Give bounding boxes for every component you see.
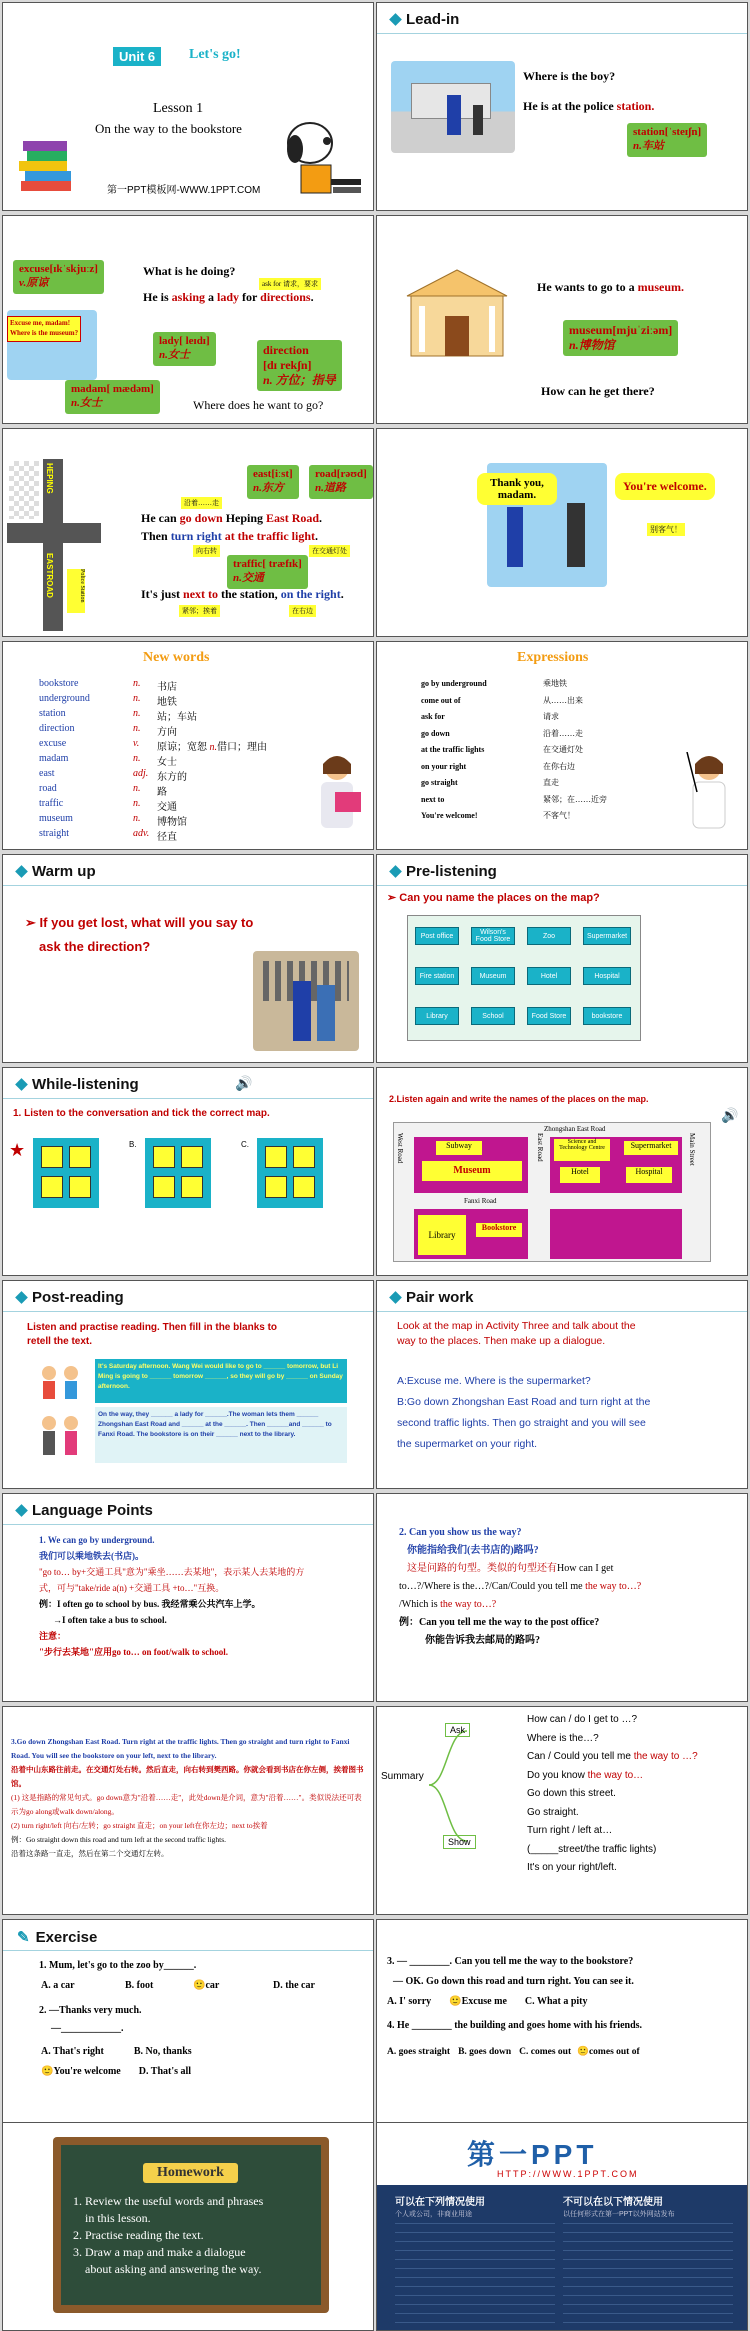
slide-heading: ✎ Exercise [17, 1928, 98, 1946]
diamond-icon [15, 1291, 28, 1304]
place-cell: Supermarket [583, 927, 631, 945]
ask-for-tag: ask for 请求，要求 [259, 278, 321, 290]
word-list-en: bookstore underground station direction excuse madam east road traffic museum straight [39, 678, 90, 839]
route-map: HEPING EASTROAD Police Station [7, 459, 101, 631]
place-cell: Library [415, 1007, 459, 1025]
slide-exercise: ✎ Exercise 1. Mum, let's go to the zoo by______. A. a car B. foot 🙂car D. the car 2. —Thanks very much. —____________. A. That's right B. No, thanks 🙂You're welcome D. That's all [2, 1919, 374, 2128]
line-text: He wants to go to a museum. [537, 280, 685, 294]
answer-text: He is at the police station. [523, 99, 655, 113]
lesson-subtitle: On the way to the bookstore [95, 121, 242, 136]
tag-turn-right: 向右转 [193, 545, 220, 557]
unit-label: Unit 6 [113, 47, 161, 66]
pair-work-instruction: Look at the map in Activity Three and talk about the way to the places. Then make up a dialogue. [397, 1320, 636, 1347]
place-cell: bookstore [583, 1007, 631, 1025]
slide-heading: Language Points [17, 1502, 153, 1519]
slide-homework [2, 2122, 374, 2331]
slide-expressions [376, 641, 748, 850]
word-list-pos: n. n. n. n. v. n. adj. n. n. n. adv. [133, 678, 150, 839]
slide-heading: While-listening [17, 1076, 139, 1093]
lesson-label: Lesson 1 [153, 101, 204, 116]
exercise-q4: 4. He ________ the building and goes home with his friends. [387, 2020, 643, 2031]
diamond-icon [389, 865, 402, 878]
passage-1: It's Saturday afternoon. Wang Wei would like to go to ______ tomorrow, but Li Ming is going to ______ tomorrow ______, so they will go by ______ on Sunday afternoon. [95, 1359, 347, 1403]
vocab-museum: museum[mjuˈziːəm] n.博物馆 [563, 320, 678, 356]
expression-list-cn: 乘地铁 从……出来 请求 沿着……走 在交通灯处 在你右边 直走 紧邻；在……近旁 不客气！ [543, 679, 607, 820]
slide-warm-up [2, 854, 374, 1063]
summary-label: Summary [381, 1771, 424, 1782]
pre-listening-question: ➢ Can you name the places on the map? [387, 892, 600, 904]
slide-language-points-3 [2, 1706, 374, 1915]
kids-icon [35, 1363, 85, 1403]
slide-thanks [376, 428, 748, 637]
tag-next-to: 紧邻；挨着 [179, 605, 220, 617]
post-reading-instruction: Listen and practise reading. Then fill in the blanks to retell the text. [27, 1322, 278, 1347]
link-list-right [563, 2223, 733, 2323]
slide-heading: Pair work [391, 1289, 474, 1306]
route-line-3: It's just next to the station, on the right. [141, 587, 344, 601]
place-cell: Food Store [527, 1007, 571, 1025]
place-cell: Hotel [527, 967, 571, 985]
link-list-left [395, 2223, 555, 2323]
question-text: How can he get there? [541, 384, 655, 398]
smiley-icon: 🙂 [577, 2047, 589, 2057]
slide-language-points [2, 1493, 374, 1702]
place-cell: School [471, 1007, 515, 1025]
expression-list-en: go by underground come out of ask for go down at the traffic lights on your right go straight next to You're welcome! [421, 679, 487, 820]
summary-bracket [427, 1721, 477, 1901]
slide-credits [376, 2122, 748, 2331]
warm-up-question: ➢ If you get lost, what will you say to ask the direction? [25, 915, 254, 954]
station-picture [253, 951, 359, 1051]
vocab-east: east[iːst] n.东方 [247, 465, 299, 499]
police-station-picture [391, 61, 515, 153]
slide-listen-again [376, 1067, 748, 1276]
exercise-q3: 3. — ________. Can you tell me the way to the bookstore? — OK. Go down this road and turn right. You can see it. [387, 1956, 634, 1987]
question-text: Where is the boy? [523, 69, 616, 83]
place-cell: Zoo [527, 927, 571, 945]
snoopy-reading-icon [275, 113, 365, 203]
slide-heading: Pre-listening [391, 863, 497, 880]
homework-title: Homework [143, 2163, 238, 2183]
slide-heading: Warm up [17, 863, 96, 880]
museum-building-icon [397, 266, 517, 366]
teacher-pointer-icon [677, 752, 737, 842]
answer-text: He is asking a lady for directions. [143, 290, 314, 304]
language-point-1: 1. We can go by underground. 我们可以乘地铁去(书店)。 "go to… by+交通工具"意为"乘坐……去某地"，表示某人去某地的方 式，可与"take/ride a(n) +交通工具 +to…"互换。 例：I often go to school by bus. 我经常乘公共汽车上学。 →I often take a bus to school. 注意： "步行去某地"应用go to… on foot/walk to school. [39, 1535, 305, 1657]
slide-language-points-2 [376, 1493, 748, 1702]
vocab-station: station[ˈsteɪʃn] n.车站 [627, 123, 707, 157]
star-icon: ★ [9, 1140, 26, 1160]
diamond-icon [389, 13, 402, 26]
slide-post-reading [2, 1280, 374, 1489]
slide-while-listening [2, 1067, 374, 1276]
passage-2: On the way, they ______ a lady for ______.The woman lets them ______ Zhongshan East Road and ______ at the ______. Then ______and ______ to Fanxi Road. The bookstore is on their ______ next to the library. [95, 1407, 347, 1463]
pair-work-dialogue: A:Excuse me. Where is the supermarket? B:Go down Zhongshan East Road and turn right at the second traffic lights. Then go straight and you will see the supermarket on your right. [397, 1375, 651, 1450]
summary-list: How can / do I get to …? Where is the…? Can / Could you tell me the way to …? Do you know the way to… Go down this street. Go straight. Turn right / left at… (_____street/the traffic lights) It's on your right/left. [527, 1714, 698, 1873]
people-icon [35, 1413, 85, 1461]
exercise-q2: 2. —Thanks very much. —____________. [39, 2005, 142, 2034]
slide-route [2, 428, 374, 637]
diamond-icon [389, 1291, 402, 1304]
tag-on-right: 在右边 [289, 605, 316, 617]
vocab-traffic: traffic[ træfɪk] n.交通 [227, 555, 308, 589]
ask-label: Ask [445, 1723, 470, 1737]
language-point-3: 3.Go down Zhongshan East Road. Turn right at the traffic lights. Then go straight and turn right to Fanxi Road. You will see the bookstore on your left, next to the library. 沿着中山东路往前走。在交通灯处右转。然后直走，向右转到樊西路。你就会看到书店在你左侧，挨着图书馆。 (1) 这是指路的常见句式。go down意为"沿着……走"，此处down是介词，意为"沿着……"。类似说法还可表示为go along或walk down/along。 (2) turn right/left 向右/左转；go straight 直走；on your left在你左边；next to挨着 例：Go straight down this road and turn left at the second traffic lights. 沿着这条路一直走，然后在第二个交通灯左转。 [11, 1737, 364, 1858]
slide-museum [376, 215, 748, 424]
place-cell: Hospital [583, 967, 631, 985]
slide-lead-in [376, 2, 748, 211]
listening-question-2: 2.Listen again and write the names of the places on the map. [389, 1094, 649, 1104]
word-list-cn: 书店 地铁 站；车站 方向 原谅；宽恕 n.借口；理由 女士 东方的 路 交通 博物馆 径直 [157, 682, 267, 843]
question-text-2: Where does he want to go? [193, 398, 324, 412]
listening-question: 1. Listen to the conversation and tick the correct map. [13, 1108, 270, 1119]
exercise-q4-options: A. goes straight B. goes down C. comes out 🙂comes out of [387, 2047, 640, 2057]
speech-sign: Excuse me, madam! Where is the museum? [7, 316, 81, 342]
diamond-icon [15, 1504, 28, 1517]
brand-logo: 第一PPT [467, 2139, 598, 2170]
not-allowed-subtext: 以任何形式在第一PPT以外网站发布 [563, 2211, 675, 2218]
route-line-1: He can go down Heping East Road. [141, 511, 323, 525]
credit-text: 第一PPT模板网-WWW.1PPT.COM [107, 185, 261, 196]
slide-heading: Post-reading [17, 1289, 124, 1306]
option-b-label: B. [129, 1140, 137, 1149]
option-c-label: C. [241, 1140, 249, 1149]
exercise-q1: 1. Mum, let's go to the zoo by______. [39, 1960, 197, 1971]
vocab-madam: madam[ mædəm] n.女士 [65, 380, 160, 414]
allowed-subtext: 个人或公司，非商业用途 [395, 2211, 472, 2218]
speaker-icon[interactable]: 🔊 [721, 1109, 739, 1124]
smiley-icon: 🙂 [41, 2066, 54, 2077]
slide-heading: New words [143, 650, 210, 665]
show-label: Show [443, 1835, 476, 1849]
speech-bubble-thanks: Thank you, madam. [477, 473, 557, 505]
vocab-excuse: excuse[ɪkˈskjuːz] v.原谅 [13, 260, 104, 294]
speaker-icon[interactable]: 🔊 [235, 1077, 253, 1092]
place-cell: Post office [415, 927, 459, 945]
teacher-icon [309, 752, 365, 842]
lets-go-label: Let's go! [189, 47, 241, 62]
exercise-q2-options: A. That's right B. No, thanks 🙂You're welcome D. That's all [41, 2046, 192, 2077]
slide-exercise-2 [376, 1919, 748, 2128]
tag-welcome-cn: 别客气！ [647, 523, 685, 536]
route-line-2: Then turn right at the traffic light. [141, 529, 318, 543]
homework-list: 1. Review the useful words and phrases in this lesson. 2. Practise reading the text. 3. Draw a map and make a dialogue about asking and answering the way. [73, 2194, 264, 2276]
place-cell: Museum [471, 967, 515, 985]
vocab-road: road[rəʊd] n.道路 [309, 465, 373, 499]
slide-new-words [2, 641, 374, 850]
pencil-icon: ✎ [17, 1929, 30, 1946]
vocab-direction: direction [dɪ rekʃn] n. 方位；指导 [257, 340, 342, 391]
diamond-icon [15, 865, 28, 878]
tag-traffic-light: 在交通灯处 [309, 545, 350, 557]
exercise-q3-options: A. I' sorry 🙂Excuse me C. What a pity [387, 1996, 588, 2007]
speech-bubble-welcome: You're welcome. [615, 473, 715, 500]
question-text: What is he doing? [143, 264, 236, 278]
allowed-heading: 可以在下列情况使用 [395, 2197, 485, 2208]
slide-pair-work [376, 1280, 748, 1489]
smiley-icon: 🙂 [449, 1996, 462, 2007]
place-cell: Wilson's Food Store [471, 927, 515, 945]
slide-heading: Expressions [517, 650, 589, 665]
not-allowed-heading: 不可以在以下情况使用 [563, 2197, 663, 2208]
slide-pre-listening [376, 854, 748, 1063]
vocab-lady: lady[ leɪdɪ] n.女士 [153, 332, 216, 366]
tag-go-down: 沿着……走 [181, 497, 222, 509]
language-point-2: 2. Can you show us the way? 你能指给我们(去书店的)路吗? 这是问路的句型。类似的句型还有How can I get to…?/Where is the…?/Can/Could you tell me the way to…? /Which is the way to…? 例：Can you tell me the way to the post office? 你能告诉我去邮局的路吗? [399, 1527, 642, 1646]
slide-heading: Lead-in [391, 11, 459, 28]
slide-summary [376, 1706, 748, 1915]
street-map: Zhongshan East Road Fanxi Road West Road East Road Main Street Subway Museum Science and Technology Centre Supermarket Hotel Hospital Library Bookstore [393, 1122, 711, 1262]
slide-title [2, 2, 374, 211]
brand-url: HTTP://WWW.1PPT.COM [497, 2169, 639, 2179]
place-cell: Fire station [415, 967, 459, 985]
books-icon [13, 131, 83, 201]
slide-asking-directions [2, 215, 374, 424]
diamond-icon [15, 1078, 28, 1091]
smiley-icon: 🙂 [193, 1980, 206, 1991]
